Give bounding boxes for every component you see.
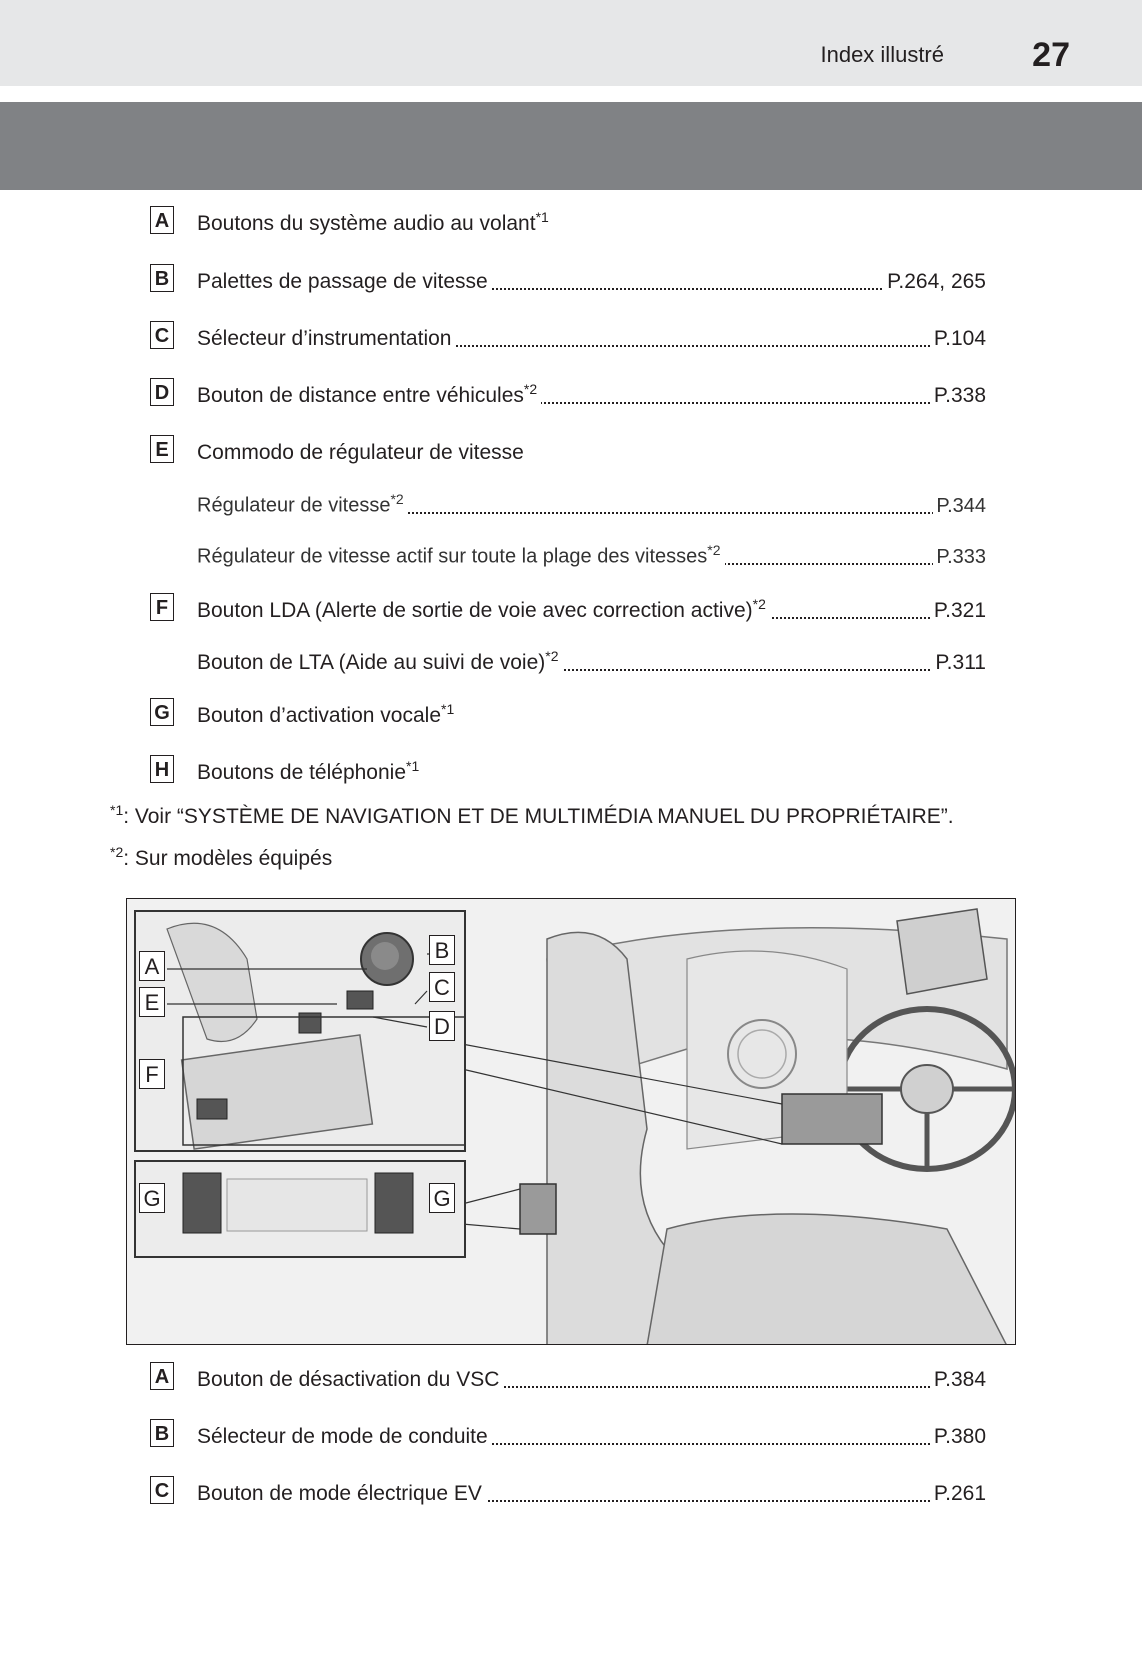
item-label: Bouton LDA (Alerte de sortie de voie avec correction active) [197, 599, 753, 622]
page-reference: P.384 [931, 1368, 986, 1392]
callout-label: C [429, 972, 455, 1002]
footnote-mark: *2 [707, 542, 721, 559]
callout-label: G [139, 1183, 165, 1213]
footnote-mark: *2 [390, 491, 404, 508]
list-subitem [150, 488, 986, 522]
list-item [150, 1419, 986, 1453]
letter-badge: C [150, 321, 174, 349]
footnote-mark: *2 [545, 648, 559, 664]
footnote-mark: *1 [110, 802, 124, 818]
letter-badge: B [150, 264, 174, 292]
list-item [150, 264, 986, 298]
footnote-mark: *1 [441, 701, 455, 717]
item-label: Bouton de LTA (Aide au suivi de voie) [197, 651, 546, 674]
list-subitem [150, 539, 986, 573]
item-label: Commodo de régulateur de vitesse [197, 441, 524, 464]
letter-badge: A [150, 206, 174, 234]
page-reference: P.344 [933, 495, 986, 518]
footnote-text: : Voir “SYSTÈME DE NAVIGATION ET DE MULTIMÉDIA MANUEL DU PROPRIÉTAIRE”. [123, 805, 954, 828]
item-label: Boutons de téléphonie [197, 761, 407, 784]
callout-label: B [429, 935, 455, 965]
item-label: Régulateur de vitesse actif sur toute la plage des vitesses [197, 546, 708, 568]
footnote-text: : Sur modèles équipés [123, 847, 333, 870]
letter-badge: E [150, 435, 174, 463]
car-interior-illustration [126, 898, 1016, 1345]
page-reference: P.338 [931, 384, 986, 408]
letter-badge: G [150, 698, 174, 726]
item-label: Bouton de désactivation du VSC [197, 1368, 500, 1391]
page-reference: P.261 [931, 1482, 986, 1506]
item-label: Bouton de mode électrique EV [197, 1482, 482, 1505]
letter-badge: C [150, 1476, 174, 1504]
footnote-mark: *1 [535, 209, 549, 225]
list-item [150, 321, 986, 355]
item-label: Bouton de distance entre véhicules [197, 384, 524, 407]
letter-badge: F [150, 593, 174, 621]
item-label: Sélecteur de mode de conduite [197, 1425, 488, 1448]
footnote [110, 802, 954, 829]
interior-drawing [127, 899, 1016, 1345]
letter-badge: B [150, 1419, 174, 1447]
callout-label: E [139, 987, 165, 1017]
item-label: Bouton d’activation vocale [197, 704, 441, 727]
letter-badge: D [150, 378, 174, 406]
callout-label: G [429, 1183, 455, 1213]
callout-label: F [139, 1059, 165, 1089]
item-label: Boutons du système audio au volant [197, 212, 536, 235]
section-bar [0, 102, 1142, 190]
list-item [150, 378, 986, 412]
footnote-mark: *2 [523, 381, 538, 397]
letter-badge: A [150, 1362, 174, 1390]
page-reference: P.264, 265 [884, 270, 986, 294]
list-item [150, 435, 986, 469]
list-item [150, 1362, 986, 1396]
callout-label: A [139, 951, 165, 981]
page-number: 27 [1032, 36, 1070, 74]
page-reference: P.333 [933, 546, 986, 569]
list-item [150, 698, 986, 732]
footnote-mark: *1 [406, 758, 420, 774]
list-subitem [150, 645, 986, 679]
footnote-mark: *2 [752, 596, 766, 612]
list-item [150, 206, 986, 240]
list-item [150, 593, 986, 627]
section-title: Index illustré [820, 42, 944, 67]
page-reference: P.380 [931, 1425, 986, 1449]
footnote [110, 844, 332, 871]
item-label: Sélecteur d’instrumentation [197, 327, 452, 350]
letter-badge: H [150, 755, 174, 783]
page-reference: P.321 [931, 599, 986, 623]
item-label: Régulateur de vitesse [197, 495, 391, 517]
footnote-mark: *2 [110, 844, 124, 860]
callout-label: D [429, 1011, 455, 1041]
list-item [150, 1476, 986, 1510]
item-label: Palettes de passage de vitesse [197, 270, 488, 293]
list-item [150, 755, 986, 789]
page-reference: P.311 [932, 651, 986, 675]
header-band [0, 0, 1142, 86]
page-reference: P.104 [931, 327, 986, 351]
